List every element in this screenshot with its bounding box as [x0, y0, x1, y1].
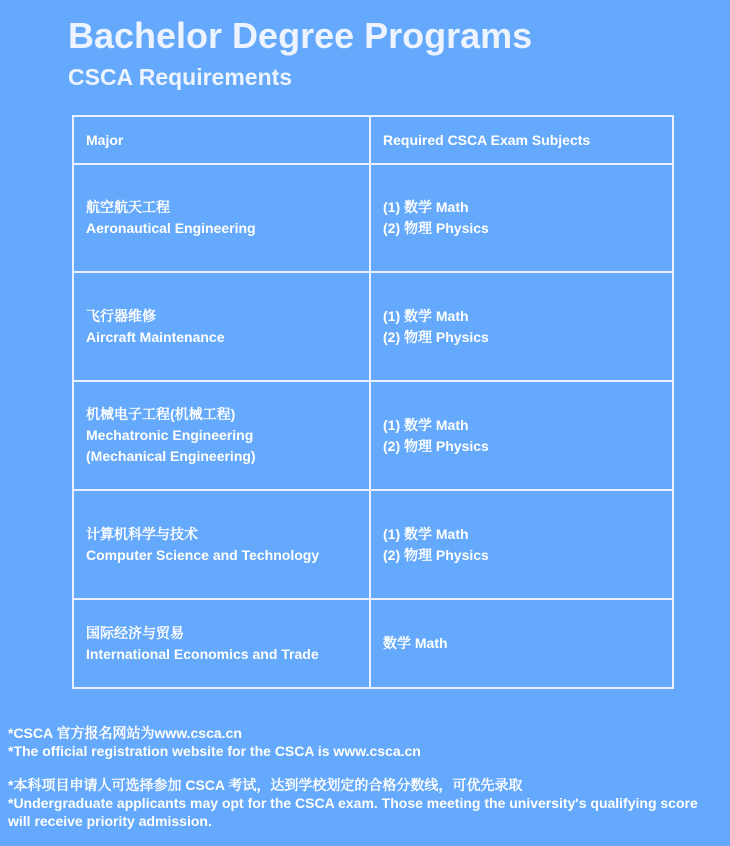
table-row	[73, 272, 673, 381]
major-name-en: Computer Science and Technology	[86, 546, 320, 563]
subject-item: (1) 数学 Math	[383, 525, 469, 542]
subject-item: (1) 数学 Math	[383, 199, 469, 215]
major-name-cn: 国际经济与贸易	[86, 624, 184, 641]
subject-item: (2) 物理 Physics	[383, 546, 489, 563]
subjects-cell	[370, 599, 673, 688]
subjects-cell	[370, 272, 673, 381]
major-name-cn: 机械电子工程(机械工程)	[86, 406, 236, 422]
major-name-cn: 飞行器维修	[86, 307, 156, 324]
page-subtitle: CSCA Requirements	[68, 64, 293, 90]
table-row	[73, 381, 673, 490]
subject-item: (1) 数学 Math	[383, 416, 469, 433]
major-name-en-alt: (Mechanical Engineering)	[86, 448, 256, 464]
major-name-cn: 计算机科学与技术	[86, 525, 198, 542]
major-name-cn: 航空航天工程	[86, 199, 170, 215]
table-header-row	[73, 116, 673, 164]
major-name-en: Aircraft Maintenance	[86, 328, 225, 345]
column-header-major: Major	[73, 116, 370, 164]
column-header-subjects: Required CSCA Exam Subjects	[370, 116, 673, 164]
table-row	[73, 599, 673, 688]
note-registration	[8, 724, 724, 760]
major-cell	[73, 272, 370, 381]
subject-item: (1) 数学 Math	[383, 307, 469, 324]
note-en: *Undergraduate applicants may opt for the CSCA exam. Those meeting the university's qualifying score will receive priority admission.	[8, 795, 698, 829]
subject-item: 数学 Math	[383, 635, 448, 651]
requirements-table	[72, 115, 674, 689]
subjects-cell	[370, 381, 673, 490]
note-cn: *CSCA 官方报名网站为www.csca.cn	[8, 725, 242, 741]
major-cell	[73, 599, 370, 688]
footnotes	[8, 724, 724, 846]
subject-item: (2) 物理 Physics	[383, 328, 489, 345]
subject-item: (2) 物理 Physics	[383, 220, 489, 236]
major-cell	[73, 164, 370, 272]
note-admission	[8, 776, 724, 830]
major-name-en: Mechatronic Engineering	[86, 427, 254, 443]
page-title: Bachelor Degree Programs	[68, 15, 533, 56]
major-cell	[73, 381, 370, 490]
major-name-en: Aeronautical Engineering	[86, 220, 256, 236]
note-en: *The official registration website for the CSCA is www.csca.cn	[8, 743, 421, 759]
subjects-cell	[370, 490, 673, 599]
note-cn: *本科项目申请人可选择参加 CSCA 考试，达到学校划定的合格分数线，可优先录取	[8, 777, 523, 793]
major-cell	[73, 490, 370, 599]
major-name-en: International Economics and Trade	[86, 645, 319, 662]
subjects-cell	[370, 164, 673, 272]
table-row	[73, 164, 673, 272]
table-row	[73, 490, 673, 599]
subject-item: (2) 物理 Physics	[383, 437, 489, 454]
